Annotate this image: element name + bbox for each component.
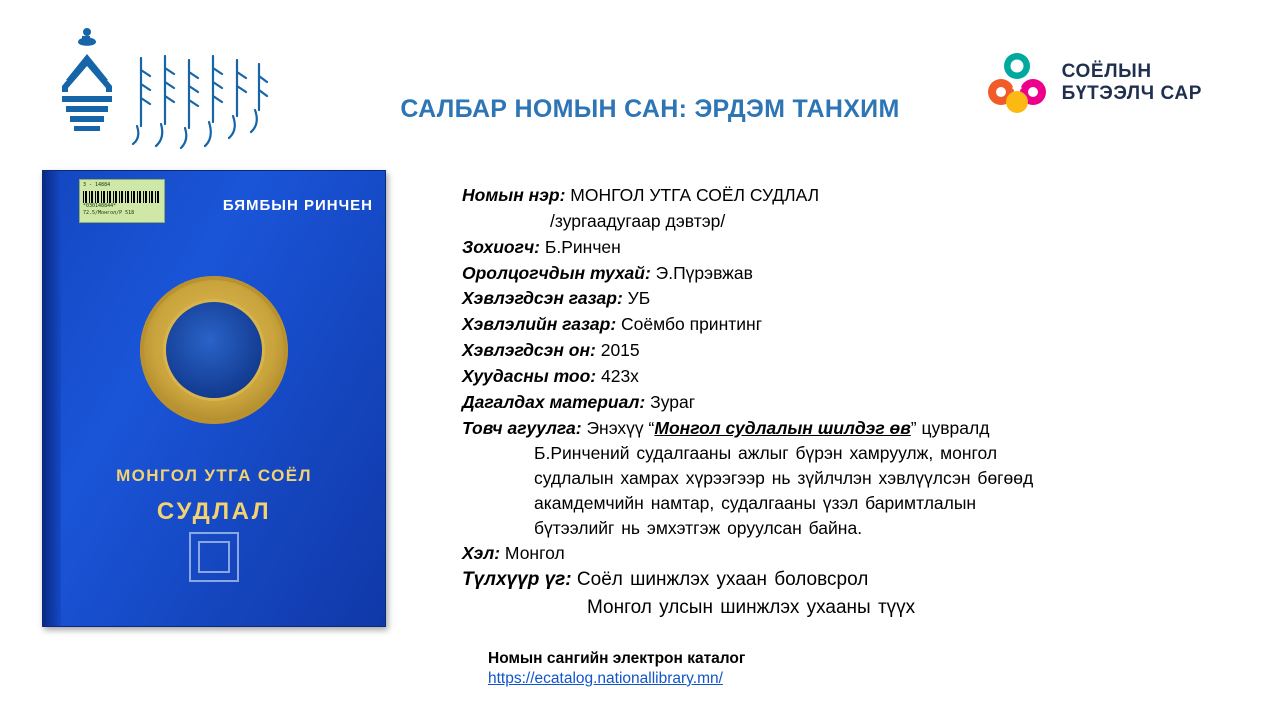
- cover-title-line1: МОНГОЛ УТГА СОЁЛ: [116, 466, 312, 485]
- row-book-name: [462, 183, 1162, 208]
- row-book-name-second: [462, 209, 1162, 234]
- cover-medallion-icon: [140, 276, 288, 424]
- book-metadata: [462, 183, 1162, 623]
- culture-month-line1: СОЁЛЫН: [1061, 60, 1152, 82]
- summary-series-title: Монгол судлалын шилдэг өв: [654, 417, 911, 438]
- culture-month-wordmark: [1062, 61, 1202, 106]
- library-call-number-label: [79, 179, 165, 223]
- value-author: Б.Ринчен: [544, 236, 621, 257]
- value-year: 2015: [600, 340, 640, 361]
- culture-month-icon: [986, 52, 1048, 114]
- row-year: [462, 338, 1162, 363]
- barcode-icon: [83, 191, 161, 203]
- value-place: УБ: [627, 288, 651, 309]
- row-publisher: [462, 312, 1162, 337]
- book-spine: [43, 171, 61, 626]
- label-line-2: *030148844*: [83, 202, 117, 209]
- row-author: [462, 235, 1162, 260]
- value-publisher: Соёмбо принтинг: [621, 314, 763, 335]
- row-language: [462, 541, 1162, 566]
- value-book-name: МОНГОЛ УТГА СОЁЛ СУДЛАЛ: [570, 185, 820, 205]
- label-keywords: Түлхүүр үг:: [462, 568, 572, 590]
- mongolian-script-logotype: [127, 54, 277, 164]
- value-book-name-2: /зургаадугаар дэвтэр/: [550, 210, 726, 231]
- row-contributors: [462, 261, 1162, 286]
- row-place: [462, 286, 1162, 311]
- label-publisher: Хэвлэлийн газар:: [462, 314, 617, 335]
- summary-prefix: Энэхүү “: [586, 417, 655, 438]
- cover-title: [43, 461, 385, 533]
- footer: [488, 650, 908, 688]
- value-contributors: Э.Пүрэвжав: [655, 262, 753, 283]
- summary-body: Б.Ринчений судалгааны ажлыг бүрэн хамруулж, монгол судлалын хамрах хүрээгээр нь зүйлчлэн хэвлүүлсэн бөгөөд акамдемчийн намтар, судалгааны үзэл баримтлалын бүтээлийг нь эмхэтгэж оруулсан байна.: [534, 443, 1034, 538]
- label-summary: Товч агуулга:: [462, 417, 582, 438]
- catalog-link[interactable]: https://ecatalog.nationallibrary.mn/: [488, 670, 723, 687]
- label-language: Хэл:: [462, 542, 501, 563]
- summary-suffix: ” цувралд: [910, 417, 990, 438]
- cultural-month-logo: [986, 52, 1202, 114]
- label-year: Хэвлэгдсэн он:: [462, 340, 596, 361]
- value-keywords-1: Соёл шинжлэх ухаан боловсрол: [576, 568, 869, 590]
- row-summary: [462, 416, 1162, 441]
- label-author: Зохиогч:: [462, 236, 540, 257]
- label-place: Хэвлэгдсэн газар:: [462, 288, 623, 309]
- cover-title-line2: СУДЛАЛ: [156, 497, 272, 525]
- value-language: Монгол: [504, 542, 565, 563]
- cover-seal-icon: [189, 532, 239, 582]
- cover-author-name: БЯМБЫН РИНЧЕН: [222, 197, 373, 214]
- row-keywords-second: [462, 595, 1162, 622]
- label-pages: Хуудасны тоо:: [462, 365, 597, 386]
- value-pages: 423х: [600, 365, 639, 386]
- row-material: [462, 390, 1162, 415]
- label-material: Дагалдах материал:: [462, 391, 646, 412]
- library-emblem-icon: [60, 28, 130, 133]
- label-book-name: Номын нэр:: [462, 185, 566, 205]
- value-material: Зураг: [650, 391, 696, 412]
- label-line-3: 72.5/Монгол/Р 518: [83, 210, 135, 216]
- catalog-caption: Номын сангийн электрон каталог: [488, 650, 746, 667]
- book-cover-image: [42, 170, 386, 627]
- cover-medallion-inner: [166, 302, 262, 398]
- value-keywords-2: Монгол улсын шинжлэх ухааны түүх: [587, 596, 916, 618]
- page-title: САЛБАР НОМЫН САН: ЭРДЭМ ТАНХИМ: [400, 95, 900, 123]
- row-keywords: [462, 567, 1162, 594]
- culture-month-line2: БҮТЭЭЛЧ САР: [1061, 83, 1202, 104]
- row-pages: [462, 364, 1162, 389]
- label-line-1: 3 - 14884: [83, 182, 111, 188]
- label-contributors: Оролцогчдын тухай:: [462, 262, 651, 283]
- national-library-logo: [55, 28, 285, 153]
